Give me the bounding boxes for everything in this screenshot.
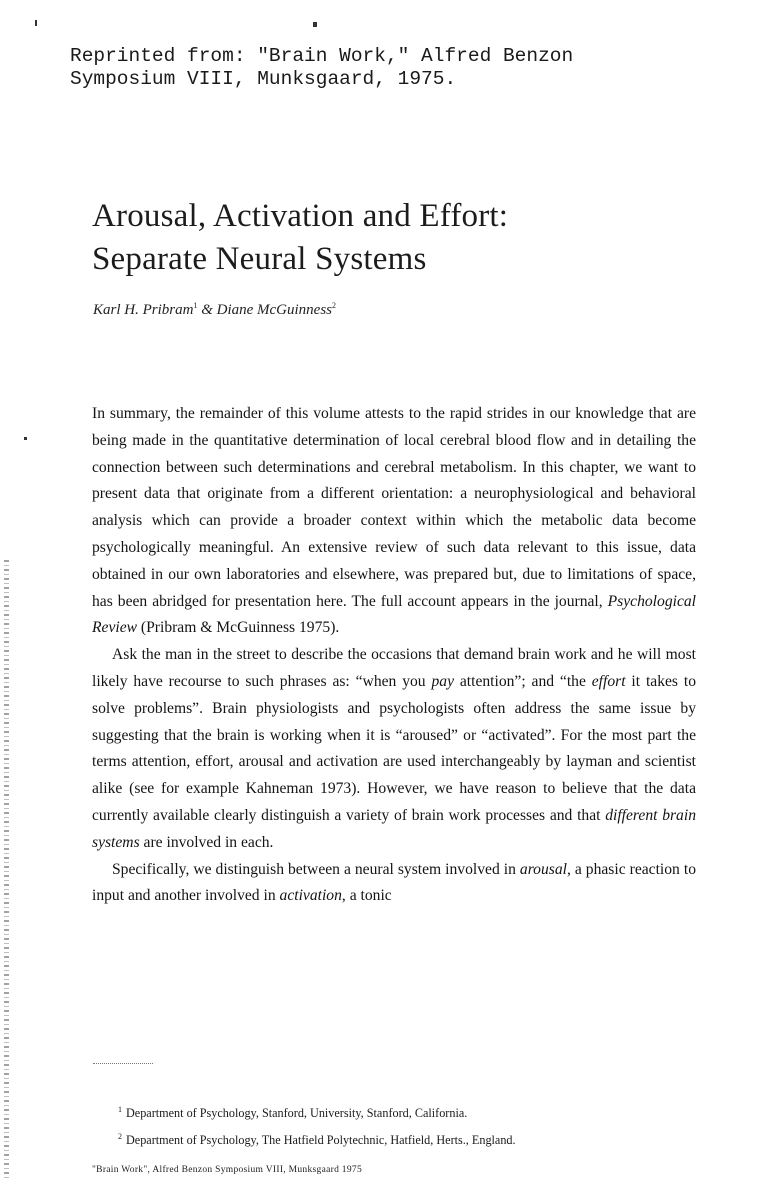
page-footer: "Brain Work", Alfred Benzon Symposium VIII, Munksgaard 1975: [92, 1165, 362, 1175]
footnote-divider: [93, 1063, 153, 1064]
author-1: Karl H. Pribram: [93, 302, 194, 318]
paragraph-2: Ask the man in the street to describe the occasions that demand brain work and he will most likely have recourse to such phrases as: “when you pay attention”; and “the effort it takes to solve problems”. Brain physiologists and psychologists often address the same issue by suggesting that the brain is working when it is “aroused” or “activated”. For the most part the terms attention, effort, arousal and activation are used interchangeably by layman and scientist alike (see for example Kahneman 1973). However, we have reason to believe that the data currently available clearly distinguish a variety of brain work processes and that different brain systems are involved in each.: [92, 646, 696, 851]
paragraph-1: In summary, the remainder of this volume attests to the rapid strides in our knowledge that are being made in the quantitative determination of local cerebral blood flow and in detailing the connection between such determinations and cerebral metabolism. In this chapter, we want to present data that originate from a different orientation: a neurophysiological and behavioral analysis which can provide a broader context within which the metabolic data become psychologically meaningful. An extensive review of such data relevant to this issue, data obtained in our own laboratories and elsewhere, was prepared but, due to limitations of space, has been abridged for presentation here. The full account appears in the journal, Psychological Review (Pribram & McGuinness 1975).: [92, 405, 696, 637]
reprint-line-2: Symposium VIII, Munksgaard, 1975.: [70, 68, 457, 90]
scan-speck: [35, 20, 37, 26]
body-text: [92, 401, 696, 910]
author-1-affil-mark: 1: [193, 301, 198, 310]
article-title: [92, 195, 692, 281]
scan-speck: [24, 437, 27, 440]
author-line: [93, 301, 336, 319]
title-line-1: Arousal, Activation and Effort:: [92, 198, 509, 234]
author-2-affil-mark: 2: [332, 301, 337, 310]
footnotes: [118, 1098, 698, 1152]
footnote-2: $^2$ Department of Psychology, The Hatfield Polytechnic, Hatfield, Herts., England.: [118, 1132, 516, 1148]
reprint-line-1: Reprinted from: "Brain Work," Alfred Benzon: [70, 45, 574, 67]
paragraph-3: Specifically, we distinguish between a neural system involved in arousal, a phasic reaction to input and another involved in activation, a tonic: [92, 860, 696, 905]
reprint-notice: [70, 45, 690, 91]
title-line-2: Separate Neural Systems: [92, 241, 427, 277]
footnote-1: $^1$ Department of Psychology, Stanford, University, Stanford, California.: [118, 1105, 468, 1121]
author-2: Diane McGuinness: [216, 302, 333, 318]
scan-speck: [313, 22, 317, 27]
journal-name: Psychological Review: [92, 592, 696, 637]
scan-margin-noise: [4, 560, 9, 1180]
author-separator: &: [197, 302, 217, 318]
